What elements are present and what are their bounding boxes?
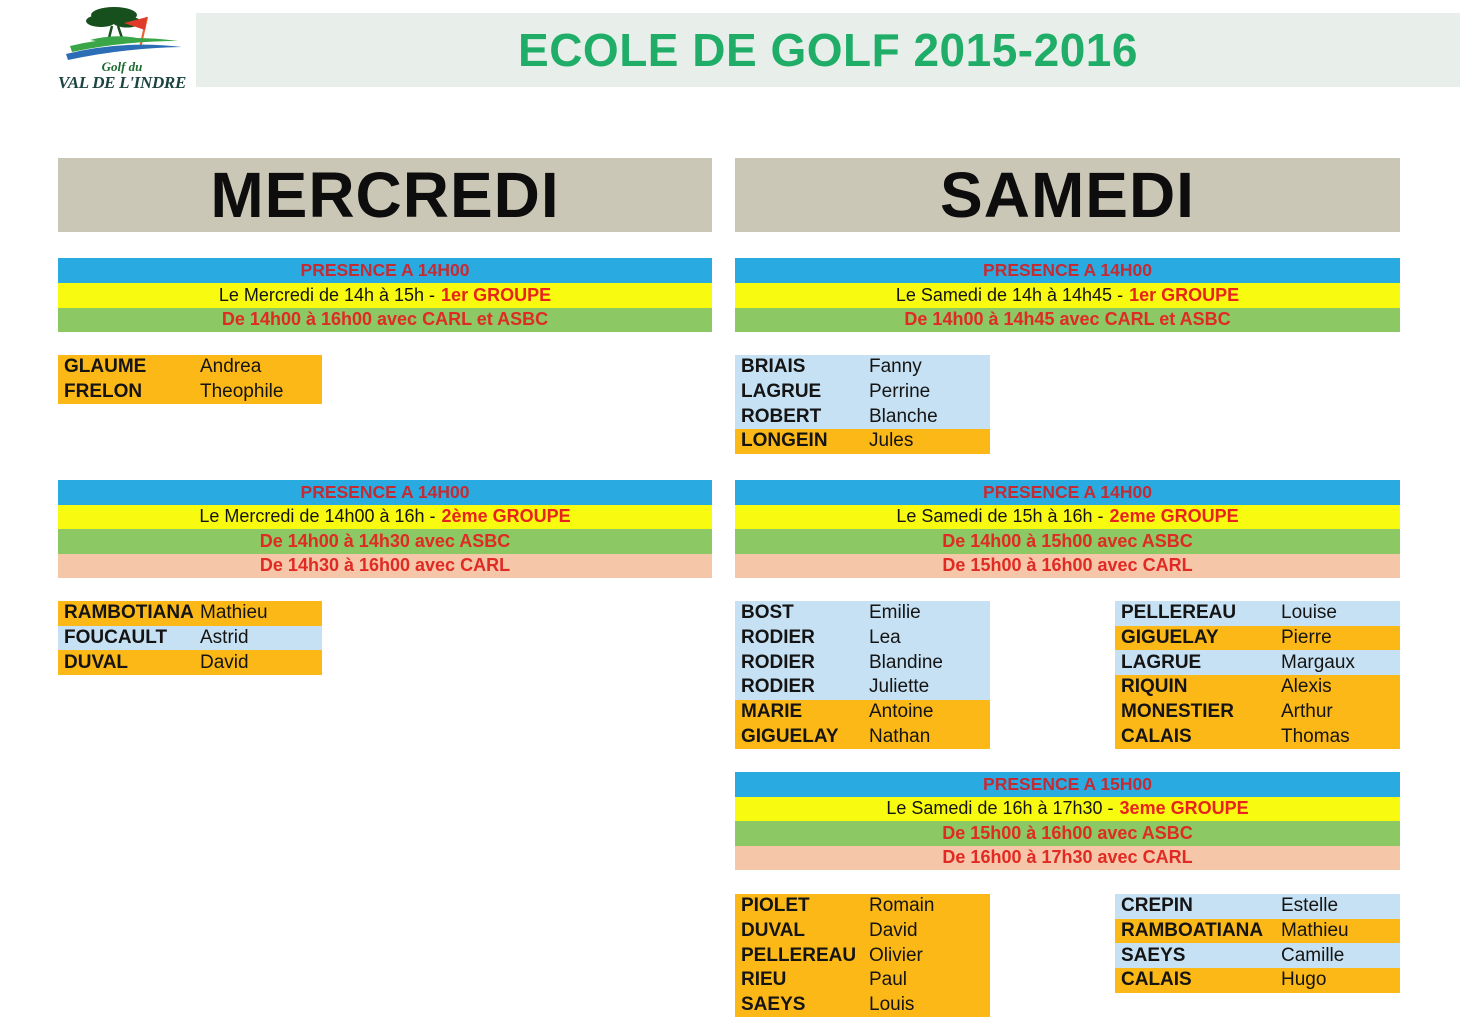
- mercredi-group2-roster: [58, 601, 322, 675]
- group-label: 1er GROUPE: [1129, 284, 1240, 305]
- student-last-name: GIGUELAY: [741, 725, 839, 747]
- coach-bar: De 14h00 à 14h45 avec CARL et ASBC: [735, 308, 1400, 333]
- student-last-name: CALAIS: [1121, 969, 1192, 991]
- logo-club-name: VAL DE L'INDRE: [57, 73, 187, 92]
- club-logo: [52, 4, 192, 100]
- student-last-name: BRIAIS: [741, 356, 806, 378]
- student-last-name: FOUCAULT: [64, 627, 168, 649]
- table-row: [735, 380, 990, 405]
- schedule-text: Le Mercredi de 14h00 à 16h -: [199, 506, 436, 527]
- table-row: [1115, 724, 1400, 749]
- student-last-name: CALAIS: [1121, 725, 1192, 747]
- student-first-name: Paul: [869, 969, 908, 991]
- student-first-name: Camille: [1281, 944, 1345, 966]
- schedule-bar: [735, 283, 1400, 308]
- logo-script-text: Golf du: [101, 59, 143, 74]
- table-row: [735, 355, 990, 380]
- presence-bar: PRESENCE A 15H00: [735, 772, 1400, 797]
- group-label: 2ème GROUPE: [441, 506, 571, 527]
- student-last-name: SAEYS: [1121, 944, 1186, 966]
- coach-bar: De 14h00 à 15h00 avec ASBC: [735, 529, 1400, 554]
- student-first-name: Hugo: [1281, 969, 1327, 991]
- day-header-mercredi: MERCREDI: [58, 158, 712, 232]
- student-first-name: Blandine: [869, 651, 943, 673]
- student-first-name: Jules: [869, 430, 914, 452]
- student-first-name: Louise: [1281, 602, 1337, 624]
- presence-bar: PRESENCE A 14H00: [735, 258, 1400, 283]
- table-row: [735, 626, 990, 651]
- table-row: [735, 894, 990, 919]
- samedi-group1-roster: [735, 355, 990, 454]
- samedi-group3-roster-left: [735, 894, 990, 1017]
- table-row: [735, 650, 990, 675]
- student-first-name: Mathieu: [1281, 920, 1349, 942]
- student-first-name: Perrine: [869, 381, 931, 403]
- table-row: [58, 601, 322, 626]
- page-title: ECOLE DE GOLF 2015-2016: [518, 24, 1138, 76]
- student-first-name: Pierre: [1281, 627, 1332, 649]
- schedule-text: Le Samedi de 15h à 16h -: [896, 506, 1104, 527]
- day-header-samedi: SAMEDI: [735, 158, 1400, 232]
- student-first-name: Astrid: [200, 627, 249, 649]
- student-first-name: Juliette: [869, 676, 930, 698]
- student-last-name: RODIER: [741, 651, 815, 673]
- schedule-bar: [735, 797, 1400, 822]
- presence-bar: PRESENCE A 14H00: [58, 480, 712, 505]
- student-first-name: Antoine: [869, 701, 934, 723]
- student-last-name: LAGRUE: [1121, 651, 1202, 673]
- student-last-name: RAMBOTIANA: [64, 602, 194, 624]
- coach-bar: De 16h00 à 17h30 avec CARL: [735, 846, 1400, 871]
- coach-bar: De 15h00 à 16h00 avec ASBC: [735, 821, 1400, 846]
- table-row: [1115, 894, 1400, 919]
- student-last-name: FRELON: [64, 381, 143, 403]
- schedule-bar: [58, 505, 712, 530]
- table-row: [735, 601, 990, 626]
- samedi-group3-info: [735, 772, 1400, 870]
- group-label: 2eme GROUPE: [1109, 506, 1239, 527]
- student-first-name: Thomas: [1281, 725, 1350, 747]
- student-first-name: Lea: [869, 627, 901, 649]
- student-last-name: LAGRUE: [741, 381, 822, 403]
- table-row: [1115, 700, 1400, 725]
- presence-bar: PRESENCE A 14H00: [58, 258, 712, 283]
- student-last-name: RAMBOATIANA: [1121, 920, 1264, 942]
- table-row: [735, 919, 990, 944]
- table-row: [1115, 626, 1400, 651]
- student-last-name: MARIE: [741, 701, 803, 723]
- samedi-group2-roster-left: [735, 601, 990, 749]
- mercredi-group1-roster: [58, 355, 322, 404]
- student-first-name: David: [200, 651, 249, 673]
- student-first-name: Fanny: [869, 356, 922, 378]
- schedule-bar: [735, 505, 1400, 530]
- student-last-name: PELLEREAU: [1121, 602, 1237, 624]
- table-row: [735, 993, 990, 1018]
- mercredi-group2-info: [58, 480, 712, 578]
- coach-bar: De 14h30 à 16h00 avec CARL: [58, 554, 712, 579]
- table-row: [58, 355, 322, 380]
- presence-bar: PRESENCE A 14H00: [735, 480, 1400, 505]
- student-first-name: Arthur: [1281, 701, 1333, 723]
- table-row: [58, 380, 322, 405]
- table-row: [58, 650, 322, 675]
- table-row: [735, 700, 990, 725]
- student-last-name: GLAUME: [64, 356, 147, 378]
- student-first-name: Blanche: [869, 405, 938, 427]
- table-row: [735, 429, 990, 454]
- student-first-name: Estelle: [1281, 895, 1339, 917]
- student-last-name: RIQUIN: [1121, 676, 1188, 698]
- student-first-name: Romain: [869, 895, 935, 917]
- student-last-name: MONESTIER: [1121, 701, 1234, 723]
- coach-bar: De 14h00 à 16h00 avec CARL et ASBC: [58, 308, 712, 333]
- student-last-name: PELLEREAU: [741, 944, 857, 966]
- student-first-name: David: [869, 920, 918, 942]
- student-last-name: CREPIN: [1121, 895, 1193, 917]
- student-last-name: BOST: [741, 602, 794, 624]
- student-first-name: Olivier: [869, 944, 923, 966]
- student-first-name: Andrea: [200, 356, 262, 378]
- student-first-name: Nathan: [869, 725, 931, 747]
- samedi-group2-roster-right: [1115, 601, 1400, 749]
- student-last-name: ROBERT: [741, 405, 822, 427]
- table-row: [735, 404, 990, 429]
- student-first-name: Margaux: [1281, 651, 1355, 673]
- schedule-bar: [58, 283, 712, 308]
- schedule-text: Le Mercredi de 14h à 15h -: [218, 284, 436, 305]
- table-row: [1115, 943, 1400, 968]
- table-row: [1115, 675, 1400, 700]
- student-first-name: Theophile: [200, 381, 284, 403]
- group-label: 1er GROUPE: [441, 284, 552, 305]
- student-last-name: RIEU: [741, 969, 787, 991]
- coach-bar: De 14h00 à 14h30 avec ASBC: [58, 529, 712, 554]
- student-last-name: PIOLET: [741, 895, 810, 917]
- table-row: [58, 626, 322, 651]
- student-last-name: LONGEIN: [741, 430, 828, 452]
- table-row: [735, 943, 990, 968]
- group-label: 3eme GROUPE: [1119, 798, 1249, 819]
- table-row: [1115, 968, 1400, 993]
- samedi-group1-info: [735, 258, 1400, 332]
- table-row: [735, 968, 990, 993]
- table-row: [735, 675, 990, 700]
- samedi-group2-info: [735, 480, 1400, 578]
- student-first-name: Louis: [869, 994, 915, 1016]
- student-first-name: Alexis: [1281, 676, 1332, 698]
- student-last-name: GIGUELAY: [1121, 627, 1219, 649]
- student-last-name: SAEYS: [741, 994, 806, 1016]
- student-last-name: RODIER: [741, 676, 815, 698]
- student-last-name: DUVAL: [741, 920, 806, 942]
- golf-club-logo-graphic: [52, 4, 192, 62]
- table-row: [735, 724, 990, 749]
- coach-bar: De 15h00 à 16h00 avec CARL: [735, 554, 1400, 579]
- page-title-bar: [196, 13, 1460, 87]
- student-first-name: Mathieu: [200, 602, 268, 624]
- table-row: [1115, 650, 1400, 675]
- student-first-name: Emilie: [869, 602, 921, 624]
- samedi-group3-roster-right: [1115, 894, 1400, 993]
- schedule-text: Le Samedi de 16h à 17h30 -: [886, 798, 1114, 819]
- table-row: [1115, 919, 1400, 944]
- mercredi-group1-info: [58, 258, 712, 332]
- student-last-name: RODIER: [741, 627, 815, 649]
- schedule-text: Le Samedi de 14h à 14h45 -: [895, 284, 1124, 305]
- table-row: [1115, 601, 1400, 626]
- student-last-name: DUVAL: [64, 651, 129, 673]
